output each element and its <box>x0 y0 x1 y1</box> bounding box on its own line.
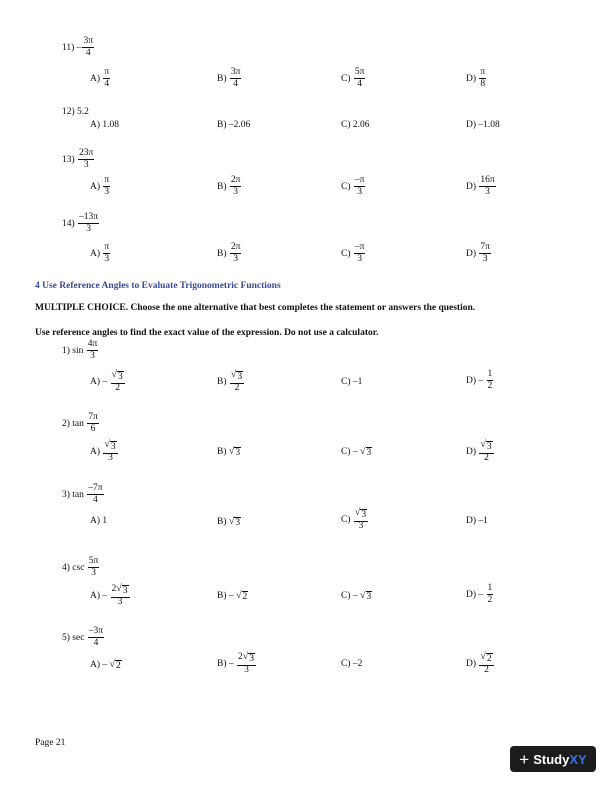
option-c[interactable]: C) –2 <box>341 659 363 669</box>
option-b[interactable]: B) $\frac{2\pi}{3}$ <box>217 242 241 264</box>
option-d[interactable]: D) –1 <box>466 516 488 526</box>
question-label: 11) – <box>62 42 82 53</box>
option-d[interactable]: D) –1.08 <box>466 120 500 130</box>
page-number: Page 21 <box>35 738 66 748</box>
problem-2: 2) tan $\frac{7\pi}{6}$ <box>62 412 98 434</box>
option-a[interactable]: A) $\frac{\pi}{3}$ <box>90 175 110 197</box>
option-d[interactable]: D) – $\frac{1}{2}$ <box>466 369 493 391</box>
option-b[interactable]: B) – 2 √ 3 3 <box>217 651 254 676</box>
option-a[interactable]: A) – √ 3 2 <box>90 369 123 394</box>
question-11 <box>62 37 95 59</box>
plus-icon: + <box>519 749 530 769</box>
option-a[interactable]: A) 1 <box>90 516 108 526</box>
option-c[interactable]: C) – √ 3 <box>341 446 372 458</box>
option-c[interactable]: C) – √ 3 <box>341 590 372 602</box>
option-b[interactable]: B) √ 3 <box>217 446 241 458</box>
option-c[interactable]: C) –1 <box>341 377 363 387</box>
studyxy-logo[interactable]: + Study XY <box>510 746 596 772</box>
problem-1: 1) sin $\frac{4\pi}{3}$ <box>62 339 98 361</box>
option-c[interactable]: C) $\frac{-\pi}{3}$ <box>341 242 365 264</box>
question-13: 13) $\frac{23\pi}{3}$ <box>62 148 94 170</box>
option-b[interactable]: B) $\frac{2\pi}{3}$ <box>217 175 241 197</box>
option-c[interactable]: C) 2.06 <box>341 120 370 130</box>
option-d[interactable]: D) √ 2 2 <box>466 651 492 676</box>
instructions-mc: MULTIPLE CHOICE. Choose the one alternative that best completes the statement or answers the question. <box>35 303 476 313</box>
fraction: $\frac{3\pi}{4}$ <box>83 36 93 58</box>
option-a[interactable]: A) 1.08 <box>90 120 120 130</box>
option-a[interactable]: A) – 2 √ 3 3 <box>90 583 128 608</box>
problem-5: 5) sec $\frac{-3\pi}{4}$ <box>62 626 104 648</box>
option-c[interactable]: C) √ 3 3 <box>341 507 367 532</box>
option-d[interactable]: D) √ 3 2 <box>466 439 492 464</box>
option-b[interactable]: B) √ 3 2 <box>217 369 243 394</box>
section-heading: 4 Use Reference Angles to Evaluate Trigonometric Functions <box>35 281 281 291</box>
option-b[interactable]: B) $\frac{3\pi}{4}$ <box>217 67 241 89</box>
option-a[interactable]: A) $\frac{\pi}{4}$ <box>90 67 110 89</box>
option-d[interactable]: D) – $\frac{1}{2}$ <box>466 583 493 605</box>
option-d[interactable]: D) $\frac{\pi}{8}$ <box>466 67 486 89</box>
option-c[interactable]: C) $\frac{-\pi}{3}$ <box>341 175 365 197</box>
option-d[interactable]: D) $\frac{7\pi}{3}$ <box>466 242 490 264</box>
option-b[interactable]: B) – √ 2 <box>217 590 248 602</box>
option-a[interactable]: A) √ 3 3 <box>90 439 116 464</box>
option-b[interactable]: B) –2.06 <box>217 120 251 130</box>
option-c[interactable]: C) $\frac{5\pi}{4}$ <box>341 67 365 89</box>
problem-3: 3) tan $\frac{-7\pi}{4}$ <box>62 483 103 505</box>
instructions-ref: Use reference angles to find the exact value of the expression. Do not use a calculator. <box>35 328 379 338</box>
problem-4: 4) csc $\frac{5\pi}{3}$ <box>62 556 99 578</box>
option-a[interactable]: A) $\frac{\pi}{3}$ <box>90 242 110 264</box>
option-a[interactable]: A) – √ 2 <box>90 659 121 671</box>
option-b[interactable]: B) √ 3 <box>217 516 241 528</box>
option-d[interactable]: D) $\frac{16\pi}{3}$ <box>466 175 495 197</box>
question-14: 14) $\frac{-13\pi}{3}$ <box>62 212 99 234</box>
question-12: 12) 5.2 <box>62 107 89 117</box>
